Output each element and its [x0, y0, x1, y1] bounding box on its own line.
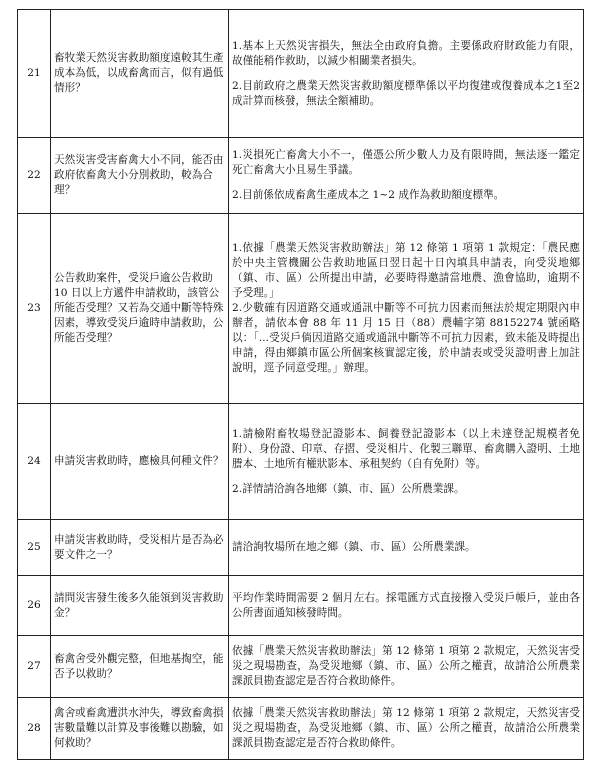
- row-number: 24: [18, 404, 51, 520]
- answer-paragraph: 1.依據「農業天然災害救助辦法」第 12 條第 1 項第 1 款規定：「農民應於中央主管機關公告救助地區日翌日起十日內填具申請表，向受災地鄉（鎮、市、區）公所提出申請，必要時得邀請當地農、漁會協助，逾期不予受理。」: [232, 242, 580, 299]
- answer-cell: [229, 214, 584, 404]
- question-cell: 申請災害救助時，受災相片是否為必要文件之一？: [51, 520, 229, 576]
- answer-spacer: [232, 178, 580, 188]
- question-cell: 畜禽舍受外觀完整，但地基掏空，能否予以救助？: [51, 636, 229, 698]
- question-cell: 天然災害受害畜禽大小不同，能否由政府依畜禽大小分別救助，較為合理？: [51, 138, 229, 214]
- answer-paragraph: 請洽詢牧場所在地之鄉（鎮、市、區）公所農業課。: [232, 541, 476, 553]
- answer-paragraph: 2.目前係依成畜禽生產成本之 1~2 成作為救助額度標準。: [232, 189, 505, 201]
- question-cell: 公告救助案件，受災戶逾公告救助 10 日以上方遞件申請救助，該管公所能否受理？又若為交通中斷等特殊因素，導致受災戶逾時申請救助，公所能否受理？: [51, 214, 229, 404]
- answer-paragraph: 1.基本上天然災害損失，無法全由政府負擔。主要係政府財政能力有限，故僅能稍作救助，以減少相關業者損失。: [232, 39, 580, 67]
- answer-text: [232, 241, 580, 376]
- answer-text: [232, 644, 580, 689]
- answer-paragraph: 依據「農業天然災害救助辦法」第 12 條第 1 項第 2 款規定，天然災害受災之現場勘查，為受災地鄉（鎮、市、區）公所之權責，故請洽公所農業課派員勘查認定是否符合救助條件。: [232, 707, 580, 749]
- faq-table: [17, 9, 584, 760]
- answer-paragraph: 2.詳情請洽詢各地鄉（鎮、市、區）公所農業課。: [232, 482, 465, 495]
- answer-text: [232, 148, 580, 203]
- table-row: [18, 520, 584, 576]
- table-row: [18, 138, 584, 214]
- table-row: [18, 576, 584, 636]
- row-number: 21: [18, 10, 51, 138]
- answer-paragraph: 2.目前政府之農業天然災害救助額度標準係以平均復建或復養成本之1至2成計算而核發，無法全額補助。: [232, 79, 580, 107]
- answer-paragraph: 平均作業時間需要 2 個月左右。採電匯方式直接撥入受災戶帳戶，並由各公所書面通知核發時間。: [232, 591, 580, 619]
- answer-paragraph: 1.請檢附畜牧場登記證影本、飼養登記證影本（以上未達登記規模者免附）、身份證、印章、存摺、受災相片、化製三聯單、畜禽購入證明、土地謄本、土地所有權狀影本、承租契約（自有免附）等。: [232, 427, 580, 470]
- row-number: 27: [18, 636, 51, 698]
- row-number: 23: [18, 214, 51, 404]
- row-number: 26: [18, 576, 51, 636]
- table-row: [18, 636, 584, 698]
- answer-spacer: [232, 69, 580, 79]
- answer-text: [232, 591, 580, 621]
- answer-cell: [229, 138, 584, 214]
- question-cell: 禽舍或畜禽遭洪水沖失，導致畜禽損害數量難以計算及事後難以勘驗，如何救助？: [51, 698, 229, 760]
- answer-text: [232, 39, 580, 109]
- answer-spacer: [232, 472, 580, 482]
- question-cell: 請問災害發生後多久能領到災害救助金？: [51, 576, 229, 636]
- row-number: 25: [18, 520, 51, 576]
- answer-paragraph: 2.少數確有因道路交通或通訊中斷等不可抗力因素而無法於規定期限內申辦者，請依本會 88 年 11 月 15 日（88）農輔字第 88152274 號函略以：「...受災戶倘因道路交通或通訊中斷等不可抗力因素，致未能及時提出申請，得由鄉鎮市區公所個案核實認定後，於申請表或受災證明書上加註說明，逕予同意受理。」辦理。: [232, 302, 580, 374]
- faq-table-body: [18, 10, 584, 760]
- question-cell: 申請災害救助時，應檢具何種文件？: [51, 404, 229, 520]
- answer-text: [232, 706, 580, 751]
- answer-paragraph: 依據「農業天然災害救助辦法」第 12 條第 1 項第 2 款規定，天然災害受災之現場勘查，為受災地鄉（鎮、市、區）公所之權責，故請洽公所農業課派員勘查認定是否符合救助條件。: [232, 645, 580, 687]
- row-number: 28: [18, 698, 51, 760]
- answer-cell: [229, 520, 584, 576]
- row-number: 22: [18, 138, 51, 214]
- table-row: [18, 214, 584, 404]
- table-row: [18, 698, 584, 760]
- answer-cell: [229, 576, 584, 636]
- answer-cell: [229, 10, 584, 138]
- question-cell: 畜牧業天然災害救助額度遠較其生產成本為低，以成畜禽而言，似有過低情形？: [51, 10, 229, 138]
- answer-cell: [229, 698, 584, 760]
- answer-text: [232, 427, 580, 497]
- table-row: [18, 404, 584, 520]
- answer-text: [232, 540, 580, 555]
- answer-cell: [229, 404, 584, 520]
- answer-paragraph: 1.災損死亡畜禽大小不一，僅憑公所少數人力及有限時間，無法逐一鑑定死亡畜禽大小且易生爭議。: [232, 149, 580, 176]
- table-row: [18, 10, 584, 138]
- answer-cell: [229, 636, 584, 698]
